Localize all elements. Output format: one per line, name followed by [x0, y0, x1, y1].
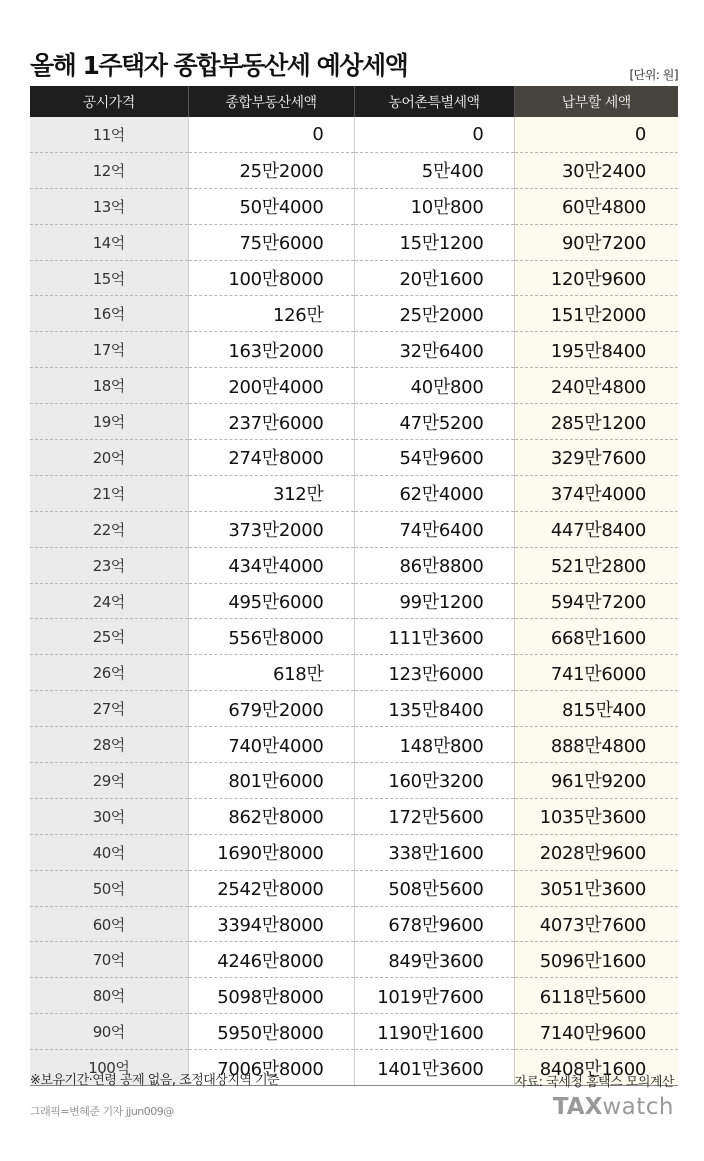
property-tax-cell: 3394만8000 [188, 906, 354, 942]
table-row [30, 583, 678, 619]
table-row [30, 440, 678, 476]
table-row [30, 942, 678, 978]
total-tax-cell: 195만8400 [514, 332, 678, 368]
rural-tax-cell: 74만6400 [354, 511, 514, 547]
price-cell: 23억 [30, 547, 188, 583]
property-tax-cell: 801만6000 [188, 763, 354, 799]
graphic-credit: 그래픽=변혜준 기자 jjun009@ [30, 1105, 174, 1118]
property-tax-cell: 126만 [188, 296, 354, 332]
property-tax-cell: 373만2000 [188, 511, 354, 547]
table-row [30, 260, 678, 296]
header-rural-tax: 농어촌특별세액 [354, 86, 514, 117]
total-tax-cell: 8408만1600 [514, 1050, 678, 1086]
property-tax-cell: 556만8000 [188, 619, 354, 655]
table-row [30, 152, 678, 188]
price-cell: 20억 [30, 440, 188, 476]
table-row [30, 798, 678, 834]
rural-tax-cell: 135만8400 [354, 691, 514, 727]
table-row [30, 619, 678, 655]
rural-tax-cell: 20만1600 [354, 260, 514, 296]
total-tax-cell: 329만7600 [514, 440, 678, 476]
table-body [30, 117, 678, 1086]
price-cell: 90억 [30, 1014, 188, 1050]
header-property-tax: 종합부동산세액 [188, 86, 354, 117]
total-tax-cell: 741만6000 [514, 655, 678, 691]
property-tax-cell: 7006만8000 [188, 1050, 354, 1086]
total-tax-cell: 815만400 [514, 691, 678, 727]
price-cell: 40억 [30, 834, 188, 870]
table-row [30, 691, 678, 727]
rural-tax-cell: 32만6400 [354, 332, 514, 368]
price-cell: 80억 [30, 978, 188, 1014]
total-tax-cell: 30만2400 [514, 152, 678, 188]
table-row [30, 511, 678, 547]
total-tax-cell: 60만4800 [514, 188, 678, 224]
price-cell: 28억 [30, 727, 188, 763]
total-tax-cell: 888만4800 [514, 727, 678, 763]
table-row [30, 727, 678, 763]
total-tax-cell: 594만7200 [514, 583, 678, 619]
total-tax-cell: 961만9200 [514, 763, 678, 799]
property-tax-cell: 25만2000 [188, 152, 354, 188]
rural-tax-cell: 172만5600 [354, 798, 514, 834]
property-tax-cell: 862만8000 [188, 798, 354, 834]
rural-tax-cell: 10만800 [354, 188, 514, 224]
total-tax-cell: 374만4000 [514, 475, 678, 511]
rural-tax-cell: 123만6000 [354, 655, 514, 691]
rural-tax-cell: 15만1200 [354, 224, 514, 260]
table-row [30, 404, 678, 440]
table-row [30, 117, 678, 152]
source-note: 자료: 국세청 홈택스 모의계산 [514, 1075, 674, 1090]
total-tax-cell: 285만1200 [514, 404, 678, 440]
price-cell: 70억 [30, 942, 188, 978]
property-tax-cell: 274만8000 [188, 440, 354, 476]
total-tax-cell: 0 [514, 117, 678, 152]
price-cell: 17억 [30, 332, 188, 368]
property-tax-cell: 618만 [188, 655, 354, 691]
price-cell: 30억 [30, 798, 188, 834]
rural-tax-cell: 25만2000 [354, 296, 514, 332]
property-tax-cell: 75만6000 [188, 224, 354, 260]
total-tax-cell: 521만2800 [514, 547, 678, 583]
logo-tax: TAX [552, 1094, 603, 1120]
price-cell: 21억 [30, 475, 188, 511]
total-tax-cell: 240만4800 [514, 368, 678, 404]
total-tax-cell: 447만8400 [514, 511, 678, 547]
total-tax-cell: 668만1600 [514, 619, 678, 655]
price-cell: 25억 [30, 619, 188, 655]
price-cell: 11억 [30, 117, 188, 152]
total-tax-cell: 3051만3600 [514, 870, 678, 906]
property-tax-cell: 5098만8000 [188, 978, 354, 1014]
logo-watch: watch [602, 1094, 674, 1120]
total-tax-cell: 7140만9600 [514, 1014, 678, 1050]
total-tax-cell: 5096만1600 [514, 942, 678, 978]
table-row [30, 188, 678, 224]
property-tax-cell: 4246만8000 [188, 942, 354, 978]
rural-tax-cell: 54만9600 [354, 440, 514, 476]
price-cell: 26억 [30, 655, 188, 691]
header-total-tax: 납부할 세액 [514, 86, 678, 117]
property-tax-cell: 200만4000 [188, 368, 354, 404]
table-row [30, 296, 678, 332]
total-tax-cell: 90만7200 [514, 224, 678, 260]
property-tax-cell: 5950만8000 [188, 1014, 354, 1050]
price-cell: 18억 [30, 368, 188, 404]
rural-tax-cell: 1190만1600 [354, 1014, 514, 1050]
table-row [30, 224, 678, 260]
total-tax-cell: 4073만7600 [514, 906, 678, 942]
rural-tax-cell: 148만800 [354, 727, 514, 763]
price-cell: 100억 [30, 1050, 188, 1086]
total-tax-cell: 6118만5600 [514, 978, 678, 1014]
rural-tax-cell: 1019만7600 [354, 978, 514, 1014]
unit-note: [단위: 원] [629, 68, 678, 82]
total-tax-cell: 151만2000 [514, 296, 678, 332]
property-tax-cell: 679만2000 [188, 691, 354, 727]
property-tax-cell: 2542만8000 [188, 870, 354, 906]
table-row [30, 368, 678, 404]
price-cell: 27억 [30, 691, 188, 727]
rural-tax-cell: 99만1200 [354, 583, 514, 619]
property-tax-cell: 50만4000 [188, 188, 354, 224]
rural-tax-cell: 40만800 [354, 368, 514, 404]
rural-tax-cell: 849만3600 [354, 942, 514, 978]
price-cell: 22억 [30, 511, 188, 547]
page-title: 올해 1주택자 종합부동산세 예상세액 [30, 51, 408, 80]
price-cell: 24억 [30, 583, 188, 619]
price-cell: 14억 [30, 224, 188, 260]
rural-tax-cell: 111만3600 [354, 619, 514, 655]
rural-tax-cell: 5만400 [354, 152, 514, 188]
table-row [30, 655, 678, 691]
price-cell: 13억 [30, 188, 188, 224]
price-cell: 50억 [30, 870, 188, 906]
table-row [30, 906, 678, 942]
property-tax-cell: 1690만8000 [188, 834, 354, 870]
price-cell: 12억 [30, 152, 188, 188]
table-row [30, 332, 678, 368]
rural-tax-cell: 62만4000 [354, 475, 514, 511]
property-tax-cell: 434만4000 [188, 547, 354, 583]
price-cell: 60억 [30, 906, 188, 942]
rural-tax-cell: 86만8800 [354, 547, 514, 583]
property-tax-cell: 495만6000 [188, 583, 354, 619]
table-row [30, 763, 678, 799]
table-header [30, 86, 678, 117]
price-cell: 16억 [30, 296, 188, 332]
rural-tax-cell: 1401만3600 [354, 1050, 514, 1086]
property-tax-cell: 163만2000 [188, 332, 354, 368]
footnote: ※보유기간·연령 공제 없음, 조정대상지역 기준 [30, 1073, 280, 1088]
price-cell: 15억 [30, 260, 188, 296]
table-row [30, 834, 678, 870]
tax-table [30, 86, 678, 1086]
property-tax-cell: 0 [188, 117, 354, 152]
taxwatch-logo [553, 1096, 674, 1119]
property-tax-cell: 740만4000 [188, 727, 354, 763]
rural-tax-cell: 0 [354, 117, 514, 152]
table-row [30, 978, 678, 1014]
total-tax-cell: 1035만3600 [514, 798, 678, 834]
rural-tax-cell: 338만1600 [354, 834, 514, 870]
table-row [30, 547, 678, 583]
table-row [30, 870, 678, 906]
property-tax-cell: 312만 [188, 475, 354, 511]
rural-tax-cell: 47만5200 [354, 404, 514, 440]
header-price: 공시가격 [30, 86, 188, 117]
rural-tax-cell: 678만9600 [354, 906, 514, 942]
property-tax-cell: 100만8000 [188, 260, 354, 296]
rural-tax-cell: 508만5600 [354, 870, 514, 906]
rural-tax-cell: 160만3200 [354, 763, 514, 799]
table-row [30, 475, 678, 511]
table-row [30, 1014, 678, 1050]
price-cell: 19억 [30, 404, 188, 440]
total-tax-cell: 120만9600 [514, 260, 678, 296]
property-tax-cell: 237만6000 [188, 404, 354, 440]
total-tax-cell: 2028만9600 [514, 834, 678, 870]
price-cell: 29억 [30, 763, 188, 799]
